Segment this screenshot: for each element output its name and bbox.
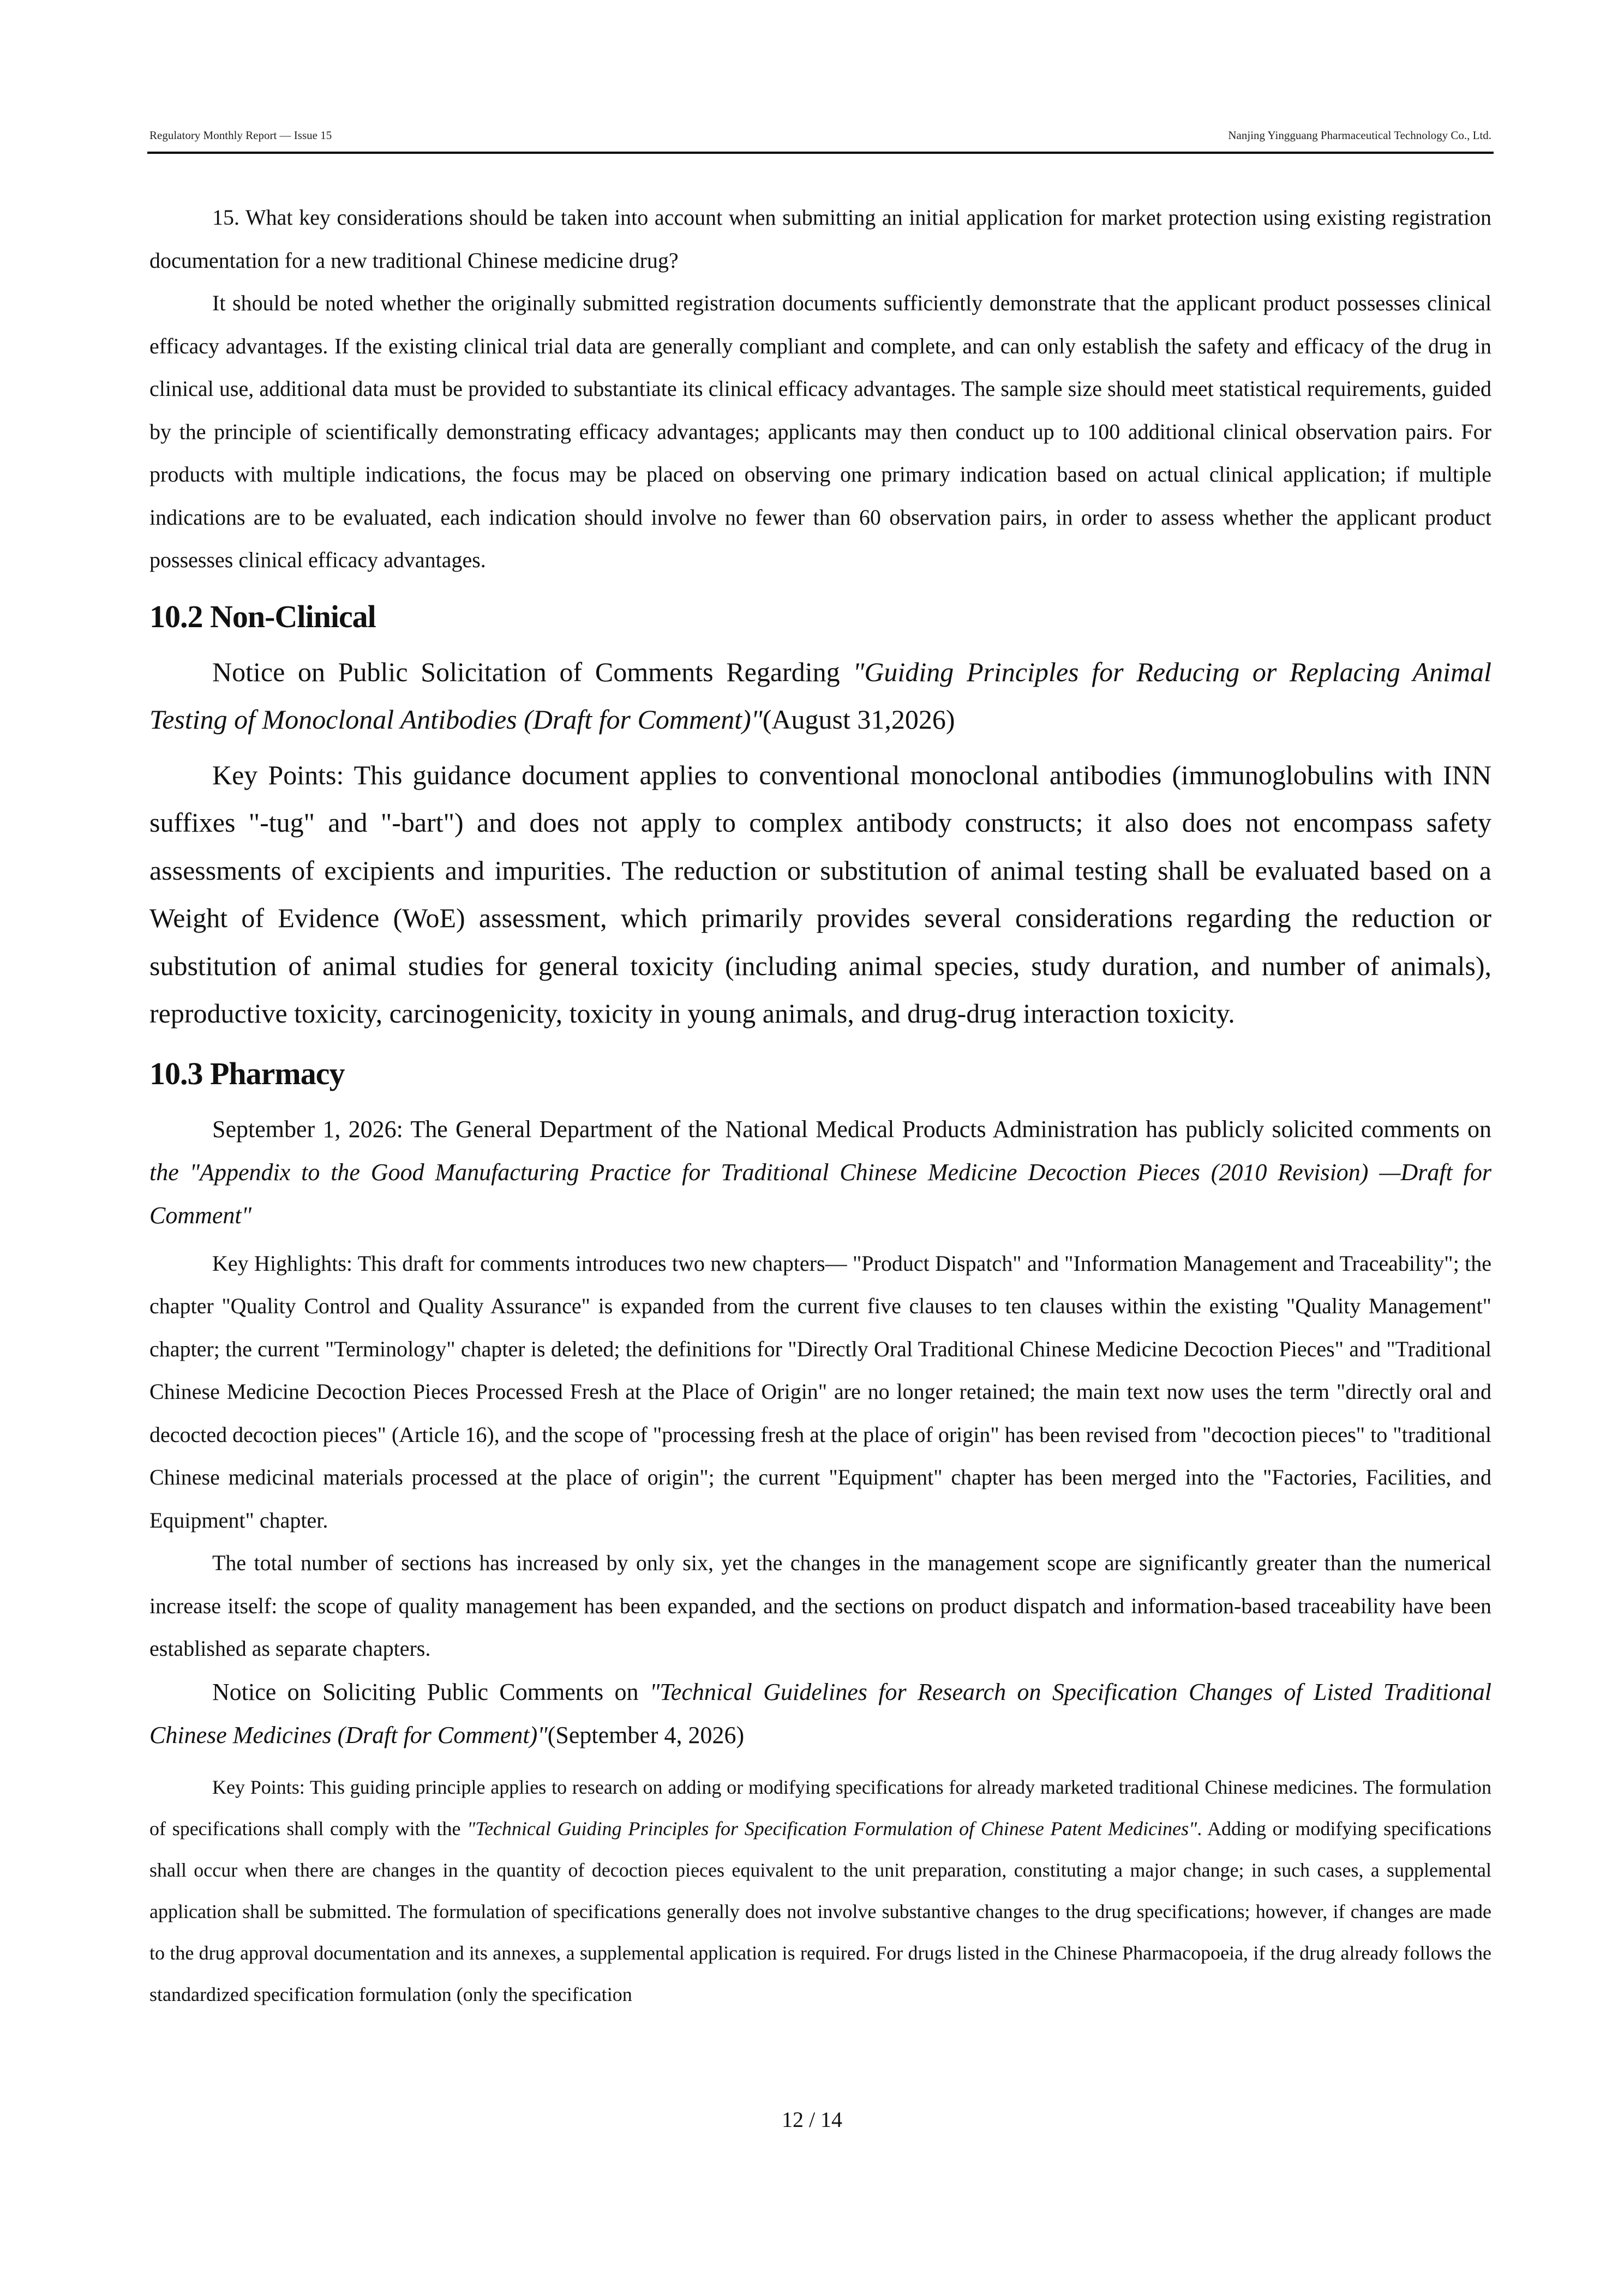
pharmacy-key-points-2-title: "Technical Guiding Principles for Specification Formulation of Chinese Patent Medicines" <box>467 1817 1197 1840</box>
pharmacy-item-2-date: (September 4, 2026) <box>547 1721 745 1748</box>
pharmacy-key-highlights: Key Highlights: This draft for comments introduces two new chapters— "Product Dispatch" and "Information Management and Traceability"; the chapter "Quality Control and Quality Assurance" is expanded from the current five clauses to ten clauses within the existing "Quality Management" chapter; the current "Terminology" chapter is deleted; the definitions for "Directly Oral Traditional Chinese Medicine Decoction Pieces" and "Traditional Chinese Medicine Decoction Pieces Processed Fresh at the Place of Origin" are no longer retained; the main text now uses the term "directly oral and decocted decoction pieces" (Article 16), and the scope of "processing fresh at the place of origin" has been revised from "decoction pieces" to "traditional Chinese medicinal materials processed at the place of origin"; the current "Equipment" chapter has been merged into the "Factories, Facilities, and Equipment" chapter. <box>149 1251 1491 1532</box>
pharmacy-key-points-2-a: Key Points: This guiding principle applies to research on adding or modifying specifications for already marketed traditional Chinese medicines. The formulation of specifications shall comply with the <box>149 1776 1491 1840</box>
nonclinical-notice-date: (August 31,2026) <box>762 704 955 735</box>
pharmacy-key-points-2 <box>149 1766 1491 2015</box>
answer-15: It should be noted whether the originally submitted registration documents sufficiently demonstrate that the applicant product possesses clinical efficacy advantages. If the existing clinical trial data are generally compliant and complete, and can only establish the safety and efficacy of the drug in clinical use, additional data must be provided to substantiate its clinical efficacy advantages. The sample size should meet statistical requirements, guided by the principle of scientifically demonstrating efficacy advantages; applicants may then conduct up to 100 additional clinical observation pairs. For products with multiple indications, the focus may be placed on observing one primary indication based on actual clinical application; if multiple indications are to be evaluated, each indication should involve no fewer than 60 observation pairs, in order to assess whether the applicant product possesses clinical efficacy advantages. <box>149 291 1491 572</box>
question-15: 15. What key considerations should be taken into account when submitting an initial application for market protection using existing registration documentation for a new traditional Chinese medicine drug? <box>149 205 1491 273</box>
nonclinical-notice <box>149 648 1491 744</box>
pharmacy-item-1 <box>149 1108 1491 1237</box>
pharmacy-item-2 <box>149 1670 1491 1757</box>
report-title: Regulatory Monthly Report — Issue 15 <box>149 129 332 142</box>
nonclinical-notice-title: "Guiding Principles for Reducing or Replacing Animal Testing of Monoclonal Antibodies (Draft for Comment)" <box>149 656 1491 735</box>
section-heading-nonclinical: 10.2 Non-Clinical <box>149 598 376 634</box>
pharmacy-key-points-2-b: . Adding or modifying specifications shall occur when there are changes in the quantity of decoction pieces equivalent to the unit preparation, constituting a major change; in such cases, a supplemental application shall be submitted. The formulation of specifications generally does not involve substantive changes to the drug specifications; however, if changes are made to the drug approval documentation and its annexes, a supplemental application is required. For drugs listed in the Chinese Pharmacopoeia, if the drug already follows the standardized specification formulation (only the specification <box>149 1817 1492 2005</box>
pharmacy-item-2-title: "Technical Guidelines for Research on Specification Changes of Listed Traditional Chinese Medicines (Draft for Comment)" <box>149 1678 1491 1748</box>
pharmacy-item-1-prefix: September 1, 2026: The General Department of the National Medical Products Administration has publicly solicited comments on <box>212 1115 1491 1143</box>
pharmacy-item-2-prefix: Notice on Soliciting Public Comments on <box>212 1678 650 1705</box>
nonclinical-notice-prefix: Notice on Public Solicitation of Comments Regarding <box>212 656 853 687</box>
nonclinical-key-points: Key Points: This guidance document applies to conventional monoclonal antibodies (immunoglobulins with INN suffixes "-tug" and "-bart") and does not apply to complex antibody constructs; it also does not encompass safety assessments of excipients and impurities. The reduction or substitution of animal testing shall be evaluated based on a Weight of Evidence (WoE) assessment, which primarily provides several considerations regarding the reduction or substitution of animal studies for general toxicity (including animal species, study duration, and number of animals), reproductive toxicity, carcinogenicity, toxicity in young animals, and drug-drug interaction toxicity. <box>149 759 1491 1029</box>
section-heading-pharmacy: 10.3 Pharmacy <box>149 1055 345 1091</box>
company-name: Nanjing Yingguang Pharmaceutical Technology Co., Ltd. <box>1228 129 1491 142</box>
page-content <box>149 196 1491 2015</box>
page-header <box>147 121 1494 154</box>
pharmacy-summary: The total number of sections has increased by only six, yet the changes in the management scope are significantly greater than the numerical increase itself: the scope of quality management has been expanded, and the sections on product dispatch and information-based traceability have been established as separate chapters. <box>149 1550 1491 1661</box>
pharmacy-item-1-title: the "Appendix to the Good Manufacturing Practice for Traditional Chinese Medicine Decoction Pieces (2010 Revision) —Draft for Comment" <box>149 1158 1491 1229</box>
page-number: 12 / 14 <box>781 2107 843 2132</box>
